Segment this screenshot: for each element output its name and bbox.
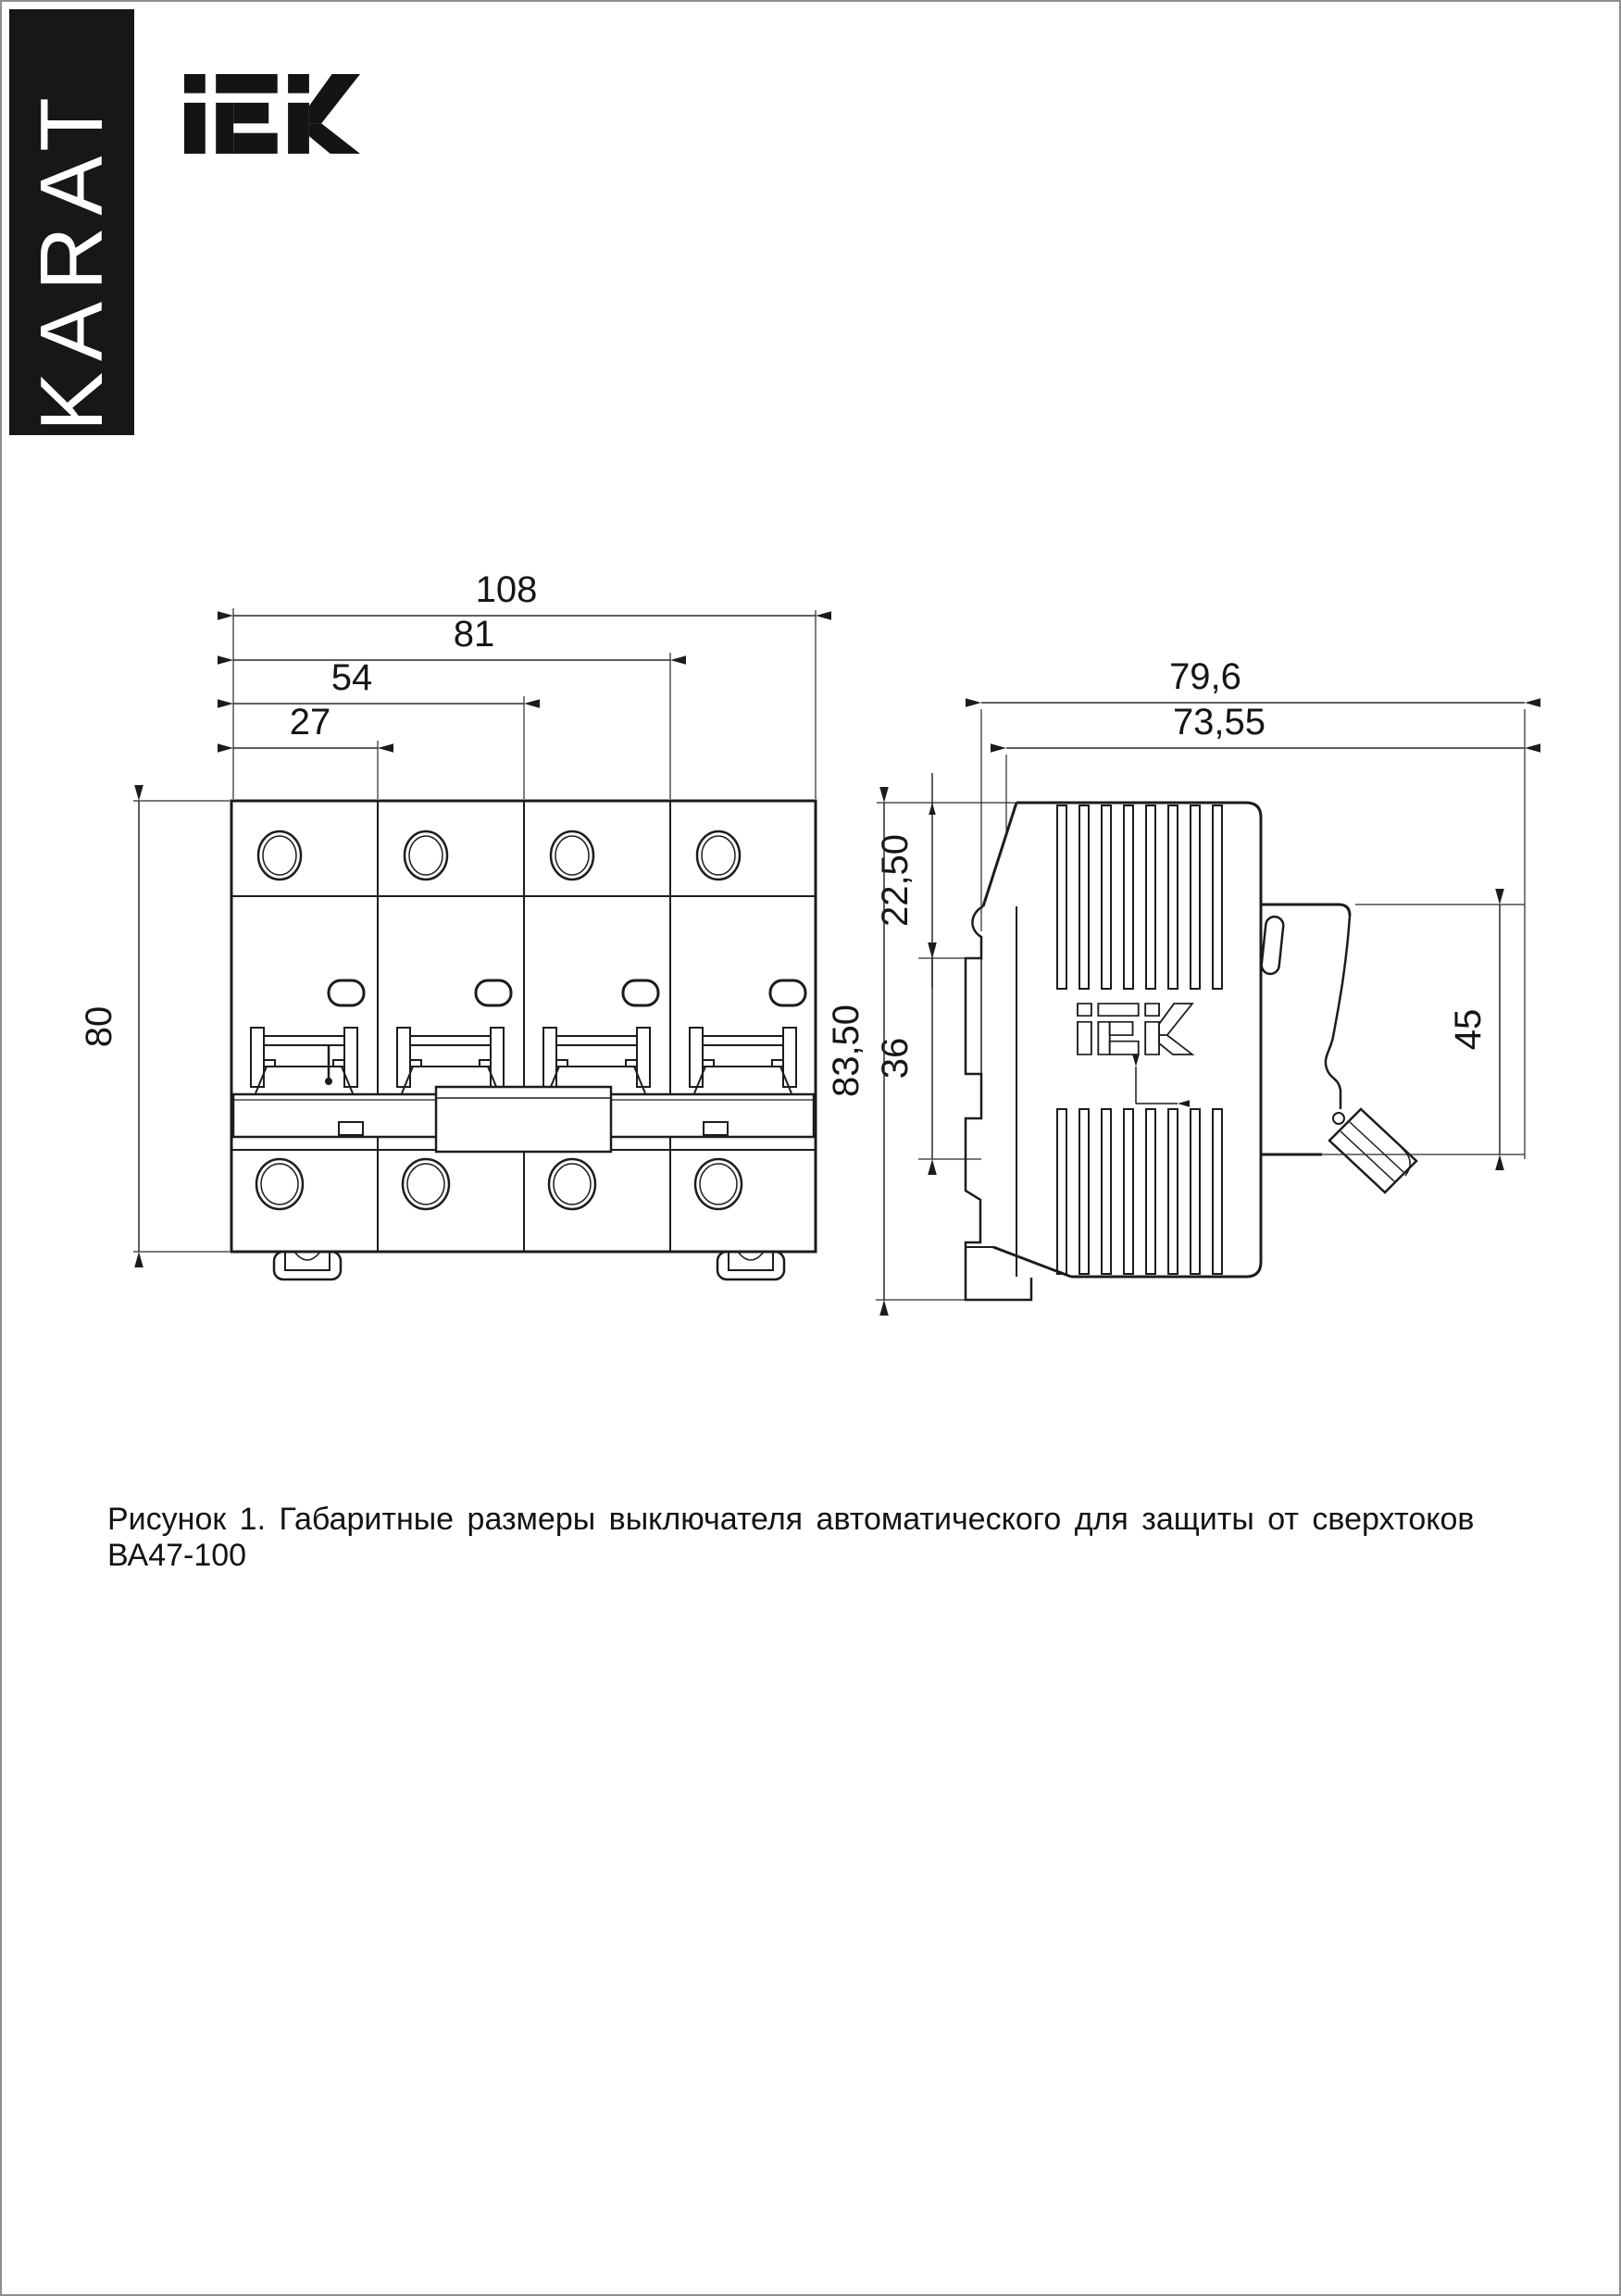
dim-108-label: 108	[475, 569, 538, 610]
side-vent-slots-bottom	[1057, 1109, 1222, 1274]
side-view-drawing	[966, 803, 1416, 1300]
front-central-plate	[436, 1087, 611, 1152]
dim-36-label: 36	[875, 1037, 916, 1079]
side-vent-slots-top	[1057, 805, 1222, 989]
datum-arrow-marker	[1136, 1067, 1178, 1104]
front-view-drawing	[231, 801, 816, 1279]
dim-73-55-label: 73,55	[1172, 702, 1266, 742]
dim-83-50-label: 83,50	[826, 1004, 867, 1098]
dimensional-drawing	[2, 2, 1621, 2296]
iek-logo-embossed	[1078, 1004, 1192, 1054]
dim-45-label: 45	[1448, 1008, 1489, 1051]
dim-22-50-label: 22,50	[875, 833, 916, 928]
figure-caption: Рисунок 1. Габаритные размеры выключателя автоматического для защиты от сверхтоков ВА47-100	[107, 1502, 1475, 1573]
front-bottom-terminal-screws	[256, 1159, 742, 1209]
dim-81-label: 81	[453, 614, 495, 655]
karat-label: KARAT	[22, 86, 121, 431]
front-din-clips	[274, 1252, 784, 1279]
dim-54-label: 54	[330, 657, 373, 698]
side-din-rail-profile	[966, 906, 1031, 1300]
dim-27-label: 27	[289, 702, 331, 742]
dim-79-6-label: 79,6	[1169, 656, 1241, 697]
side-front-panel	[1261, 905, 1350, 1154]
side-view-dimensions	[826, 656, 1525, 1300]
front-label-slots	[329, 980, 805, 1005]
iek-logo-header	[184, 74, 360, 154]
dim-80-label: 80	[79, 1005, 119, 1048]
front-top-terminal-screws	[258, 831, 740, 880]
